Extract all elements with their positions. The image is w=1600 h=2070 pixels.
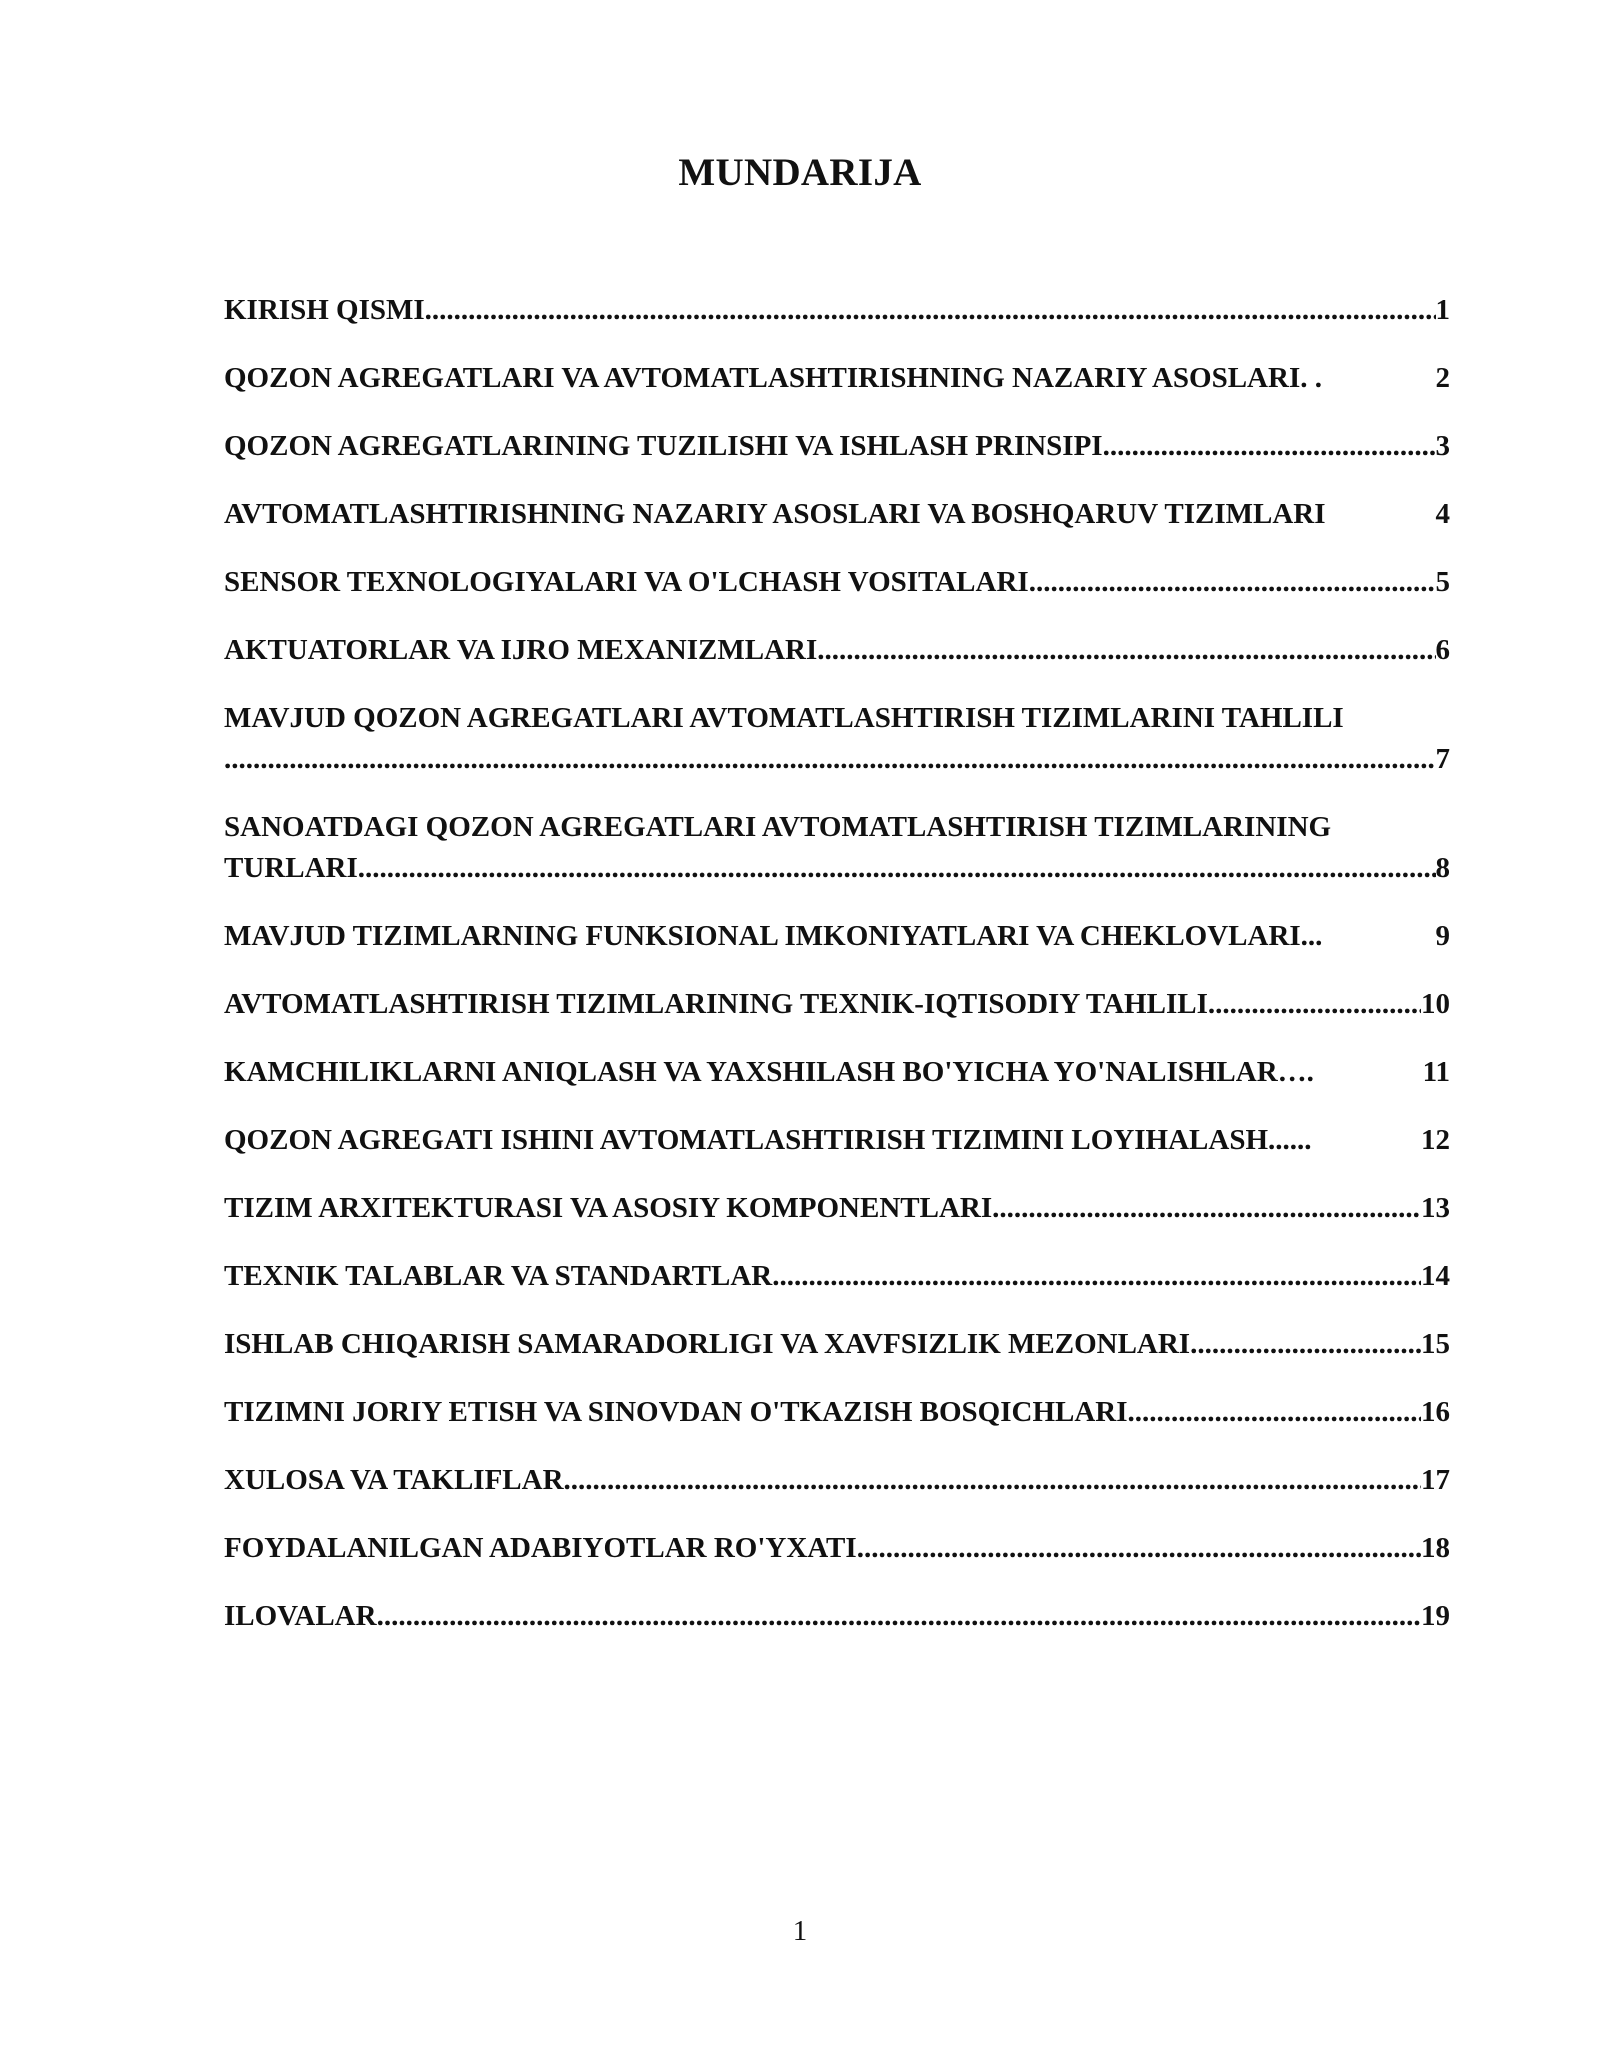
toc-leader-dots [1103, 426, 1436, 467]
toc-entry-page: 13 [1421, 1192, 1450, 1224]
toc-leader-dots [1128, 1392, 1421, 1433]
toc-entry-label: AVTOMATLASHTIRISHNING NAZARIY ASOSLARI VA BOSHQARUV TIZIMLARI [224, 498, 1326, 530]
toc-entry-label: QOZON AGREGATLARI VA AVTOMATLASHTIRISHNING NAZARIY ASOSLARI. . [224, 362, 1322, 394]
toc-entry-page: 7 [1435, 743, 1450, 775]
toc-entry-label: TIZIM ARXITEKTURASI VA ASOSIY KOMPONENTLARI [224, 1192, 993, 1224]
toc-leader-dots [425, 290, 1436, 331]
toc-entry-page: 11 [1422, 1056, 1450, 1088]
toc-entry[interactable] [224, 1256, 1450, 1297]
toc-entry-page: 17 [1421, 1464, 1450, 1496]
toc-entry-page: 4 [1435, 498, 1450, 530]
toc-entry-label: SANOATDAGI QOZON AGREGATLARI AVTOMATLASHTIRISH TIZIMLARINING [224, 811, 1332, 843]
toc-entry-label: KIRISH QISMI [224, 294, 425, 326]
page-title: MUNDARIJA [678, 151, 922, 194]
toc-entry-label: AKTUATORLAR VA IJRO MEXANIZMLARI [224, 634, 818, 666]
toc-leader-dots [224, 739, 1436, 780]
toc-leader-dots [358, 848, 1436, 889]
toc-entry-label: QOZON AGREGATI ISHINI AVTOMATLASHTIRISH TIZIMINI LOYIHALASH...... [224, 1124, 1312, 1156]
toc-entry-label: MAVJUD TIZIMLARNING FUNKSIONAL IMKONIYATLARI VA CHEKLOVLARI... [224, 920, 1323, 952]
toc-entry[interactable] [224, 1324, 1450, 1365]
toc-entry[interactable] [224, 1596, 1450, 1637]
toc-entry-label: TEXNIK TALABLAR VA STANDARTLAR [224, 1260, 773, 1292]
toc-entry-label: AVTOMATLASHTIRISH TIZIMLARINING TEXNIK-IQTISODIY TAHLILI [224, 988, 1208, 1020]
toc-entry[interactable] [224, 1392, 1450, 1433]
toc-entry-page: 6 [1435, 634, 1450, 666]
toc-entry[interactable] [224, 562, 1450, 603]
toc-entry-label: KAMCHILIKLARNI ANIQLASH VA YAXSHILASH BO'YICHA YO'NALISHLAR…. [224, 1056, 1314, 1088]
toc-leader-dots [564, 1460, 1421, 1501]
toc-entry-page: 15 [1421, 1328, 1450, 1360]
toc-entry-label: XULOSA VA TAKLIFLAR [224, 1464, 564, 1496]
toc-entry-label: FOYDALANILGAN ADABIYOTLAR RO'YXATI [224, 1532, 857, 1564]
toc-entry[interactable] [224, 494, 1450, 535]
toc-leader-dots [1190, 1324, 1421, 1365]
toc-entry-label: ISHLAB CHIQARISH SAMARADORLIGI VA XAVFSIZLIK MEZONLARI [224, 1328, 1191, 1360]
toc-entry[interactable] [224, 698, 1450, 780]
toc-entry-page: 14 [1421, 1260, 1450, 1292]
page-number: 1 [792, 1915, 808, 1947]
toc-entry[interactable] [224, 426, 1450, 467]
toc-leader-dots [1029, 562, 1436, 603]
toc-leader-dots [992, 1188, 1421, 1229]
toc-entry-page: 9 [1435, 920, 1450, 952]
toc-entry[interactable] [224, 984, 1450, 1025]
toc-entry[interactable] [224, 1188, 1450, 1229]
toc-entry[interactable] [224, 1460, 1450, 1501]
toc-leader-dots [1208, 984, 1421, 1025]
toc-entry-page: 8 [1435, 852, 1450, 884]
toc-entry[interactable] [224, 358, 1450, 399]
toc-entry-label: ILOVALAR [224, 1600, 377, 1632]
toc-entry[interactable] [224, 290, 1450, 331]
toc-leader-dots [817, 630, 1435, 671]
toc-entry-label-continued: TURLARI [224, 852, 358, 884]
toc-entry-label: MAVJUD QOZON AGREGATLARI AVTOMATLASHTIRISH TIZIMLARINI TAHLILI [224, 702, 1344, 734]
toc-entry[interactable] [224, 1052, 1450, 1093]
toc-entry-page: 16 [1421, 1396, 1450, 1428]
toc-leader-dots [857, 1528, 1421, 1569]
toc-entry[interactable] [224, 1528, 1450, 1569]
toc-entry-page: 1 [1435, 294, 1450, 326]
toc-entry[interactable] [224, 630, 1450, 671]
toc-entry-label: TIZIMNI JORIY ETISH VA SINOVDAN O'TKAZISH BOSQICHLARI [224, 1396, 1128, 1428]
toc-entry-page: 10 [1421, 988, 1450, 1020]
toc-entry-page: 5 [1435, 566, 1450, 598]
toc-entry[interactable] [224, 916, 1450, 957]
toc-entry[interactable] [224, 1120, 1450, 1161]
toc-leader-dots [377, 1596, 1421, 1637]
toc-entry-label: QOZON AGREGATLARINING TUZILISHI VA ISHLASH PRINSIPI [224, 430, 1103, 462]
toc-entry-page: 19 [1421, 1600, 1450, 1632]
toc-entry-page: 2 [1435, 362, 1450, 394]
toc-entry-page: 3 [1435, 430, 1450, 462]
toc-leader-dots [772, 1256, 1421, 1297]
toc-entry[interactable] [224, 807, 1450, 889]
toc-entry-label: SENSOR TEXNOLOGIYALARI VA O'LCHASH VOSITALARI [224, 566, 1029, 598]
toc-entry-page: 12 [1421, 1124, 1450, 1156]
table-of-contents [224, 290, 1450, 1664]
toc-entry-page: 18 [1421, 1532, 1450, 1564]
